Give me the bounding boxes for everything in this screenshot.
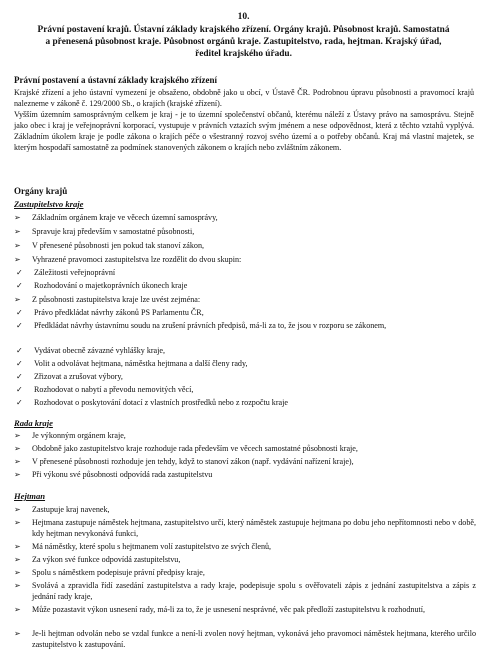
list-item: ➢ Základním orgánem kraje ve věcech územní samosprávy, (14, 213, 218, 222)
list-item: ➢ V přenesené působnosti rozhoduje jen tehdy, když to stanoví zákon (např. vydávání nařízení kraje), (14, 457, 354, 466)
arrow-bullet-icon: ➢ (14, 470, 21, 479)
arrow-bullet-icon: ➢ (14, 555, 21, 564)
check-bullet-icon: ✓ (16, 308, 23, 317)
list-item: ➢ Vyhrazené pravomoci zastupitelstva lze rozdělit do dvou skupin: (14, 255, 242, 264)
check-bullet-icon: ✓ (16, 346, 23, 355)
arrow-bullet-icon: ➢ (14, 629, 21, 638)
arrow-bullet-icon: ➢ (14, 568, 21, 577)
paragraph: Vyšším územním samosprávným celkem je kraj - je to územní společenství občanů, kterému náleží z Ústavy právo na samosprávu. Stejně jako obec i kraj je veřejnoprávní korporací, vystupuje v právních vztazích svým jménem a nese odpovědnost, která z těchto vztahů vyplývá. Základním úkolem kraje je podle zákona o krajích péče o všestranný rozvoj svého území a o potřeby občanů. Kraj má vlastní majetek, se kterým hospodaří samostatně za podmínek stanovených zákonem o krajích nebo zvláštním zákonem. (14, 110, 474, 152)
subsection-heading: Zastupitelstvo kraje (14, 199, 84, 209)
list-item: ➢ Spravuje kraj především v samostatné působnosti, (14, 227, 195, 236)
list-subitem: ✓ Rozhodovat o nabytí a převodu nemovitých věcí, (16, 385, 194, 394)
paragraph: Krajské zřízení a jeho ústavní vymezení je obsaženo, obdobně jako u obcí, v Ústavě ČR. Podrobnou úpravu působnosti a pravomocí krajů nalezneme v zákoně č. 129/2000 Sb., o krajích (krajské zřízení). (14, 88, 474, 108)
list-item: ➢ Za výkon své funkce odpovídá zastupitelstvu, (14, 555, 181, 564)
check-bullet-icon: ✓ (16, 281, 23, 290)
list-item: ➢ Může pozastavit výkon usnesení rady, má-li za to, že je usnesení nesprávné, věc pak předloží zastupitelstvu k rozhodnutí, (14, 605, 426, 614)
check-bullet-icon: ✓ (16, 359, 23, 368)
list-item: ➢ Svolává a zpravidla řídí zasedání zastupitelstva a rady kraje, podepisuje spolu s ověřovateli zápis z jednání zastupitelstva a zápis z jednání rady kraje, (14, 581, 476, 601)
chapter-number: 10. (237, 12, 250, 22)
chapter-title (18, 24, 469, 60)
list-subitem: ✓ Rozhodování o majetkoprávních úkonech kraje (16, 281, 188, 290)
arrow-bullet-icon: ➢ (14, 431, 21, 440)
arrow-bullet-icon: ➢ (14, 457, 21, 466)
arrow-bullet-icon: ➢ (14, 518, 21, 527)
list-item: ➢ Je výkonným orgánem kraje, (14, 431, 126, 440)
list-item: ➢ Hejtmana zastupuje náměstek hejtmana, zastupitelstvo určí, který náměstek zastupuje hejtmana po dobu jeho nepřítomnosti nebo v době, kdy hejtman nevykonává funkci, (14, 518, 476, 538)
check-bullet-icon: ✓ (16, 268, 23, 277)
arrow-bullet-icon: ➢ (14, 605, 21, 614)
subsection-heading: Hejtman (14, 491, 46, 501)
arrow-bullet-icon: ➢ (14, 255, 21, 264)
list-subitem: ✓ Volit a odvolávat hejtmana, náměstka hejtmana a další členy rady, (16, 359, 248, 368)
list-item: ➢ Obdobně jako zastupitelstvo kraje rozhoduje rada především ve věcech samostatné působnosti kraje, (14, 444, 358, 453)
title-line: a přenesená působnost kraje. Působnost orgánů kraje. Zastupitelstvo, rada, hejtman. Krajský úřad, (45, 37, 442, 47)
list-subitem: ✓ Rozhodovat o poskytování dotací z vlastních prostředků nebo z rozpočtu kraje (16, 398, 288, 407)
list-item: ➢ Zastupuje kraj navenek, (14, 505, 110, 514)
list-item: ➢ Je-li hejtman odvolán nebo se vzdal funkce a není-li zvolen nový hejtman, vykonává jeho pravomoci náměstek hejtmana, kterého určilo zastupitelstvo k zastupování. (14, 629, 476, 649)
list-item: ➢ Při výkonu své působnosti odpovídá rada zastupitelstvu (14, 470, 213, 479)
list-item: ➢ Spolu s náměstkem podepisuje právní předpisy kraje, (14, 568, 205, 577)
arrow-bullet-icon: ➢ (14, 581, 21, 590)
list-subitem: ✓ Záležitosti veřejnoprávní (16, 268, 116, 277)
list-item: ➢ Má náměstky, které spolu s hejtmanem volí zastupitelstvo ze svých členů, (14, 542, 272, 551)
list-item: ➢ Z působnosti zastupitelstva kraje lze uvést zejména: (14, 295, 201, 304)
title-line: ředitel krajského úřadu. (195, 49, 292, 59)
arrow-bullet-icon: ➢ (14, 505, 21, 514)
section-heading: Právní postavení a ústavní základy krajského zřízení (14, 75, 218, 85)
check-bullet-icon: ✓ (16, 372, 23, 381)
check-bullet-icon: ✓ (16, 321, 23, 330)
check-bullet-icon: ✓ (16, 385, 23, 394)
list-subitem: ✓ Vydávat obecně závazné vyhlášky kraje, (16, 346, 166, 355)
arrow-bullet-icon: ➢ (14, 241, 21, 250)
title-line: Právní postavení krajů. Ústavní základy krajského zřízení. Orgány krajů. Působnost krajů. Samostatná (37, 25, 450, 35)
list-subitem: ✓ Právo předkládat návrhy zákonů PS Parlamentu ČR, (16, 308, 204, 317)
subsection-heading: Rada kraje (14, 418, 53, 428)
arrow-bullet-icon: ➢ (14, 227, 21, 236)
arrow-bullet-icon: ➢ (14, 542, 21, 551)
list-subitem: ✓ Zřizovat a zrušovat výbory, (16, 372, 123, 381)
check-bullet-icon: ✓ (16, 398, 23, 407)
arrow-bullet-icon: ➢ (14, 444, 21, 453)
section-heading: Orgány krajů (14, 186, 68, 196)
arrow-bullet-icon: ➢ (14, 295, 21, 304)
list-subitem: ✓ Předkládat návrhy ústavnímu soudu na zrušení právních předpisů, má-li za to, že jsou v rozporu se zákonem, (16, 321, 387, 330)
arrow-bullet-icon: ➢ (14, 213, 21, 222)
list-item: ➢ V přenesené působnosti jen pokud tak stanoví zákon, (14, 241, 205, 250)
